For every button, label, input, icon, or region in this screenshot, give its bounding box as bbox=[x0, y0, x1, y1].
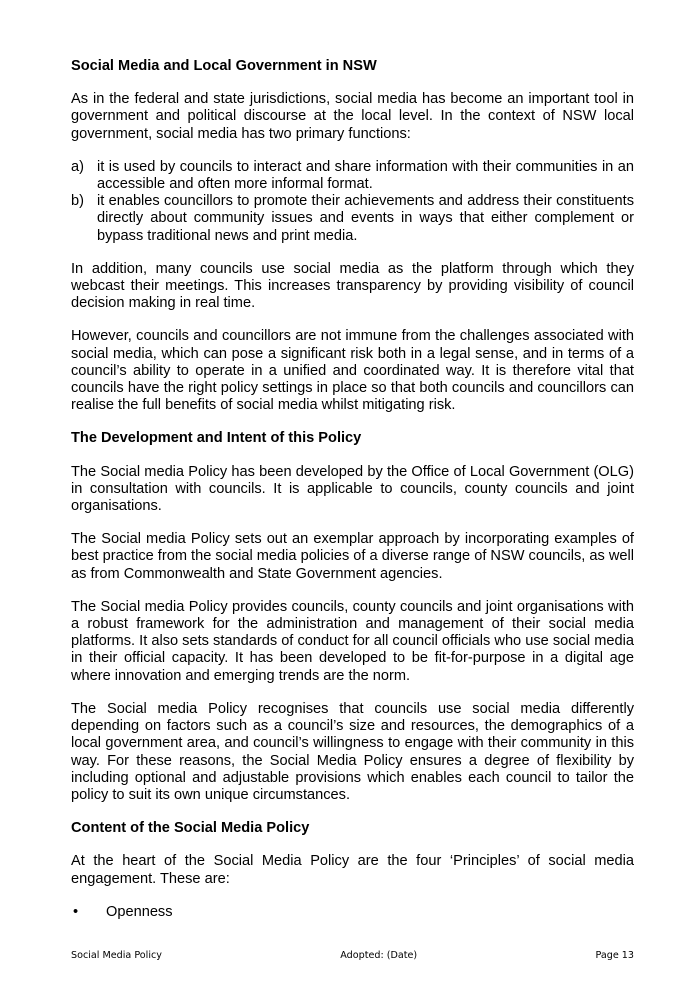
list-item bbox=[71, 904, 634, 921]
paragraph-framework: The Social media Policy provides councils, county councils and joint organisations with a robust framework for the administration and management of their social media platforms. It also sets standards of conduct for all council officials who use social media in their official capacity. It has been developed to be fit-for-purpose in a digital age where innovation and emerging trends are the norm. bbox=[71, 598, 634, 684]
paragraph-intro: As in the federal and state jurisdictions, social media has become an important tool in government and political discourse at the local level. In the context of NSW local government, social media has two primary functions: bbox=[71, 91, 634, 142]
list-item bbox=[71, 159, 634, 193]
list-item bbox=[71, 193, 634, 245]
list-marker: a) bbox=[71, 158, 84, 175]
bullet-icon: • bbox=[73, 903, 79, 920]
document-page bbox=[71, 58, 634, 921]
functions-list bbox=[71, 159, 634, 245]
paragraph-flexibility: The Social media Policy recognises that councils use social media differently depending on factors such as a council’s size and resources, the demographics of a local government area, and council’s willingness to engage with their community in this way. For these reasons, the Social Media Policy ensures a degree of flexibility by including optional and adjustable provisions which enables each council to tailor the policy to suit its own unique circumstances. bbox=[71, 700, 634, 803]
paragraph-exemplar-approach: The Social media Policy sets out an exemplar approach by incorporating examples of best practice from the social media policies of a diverse range of NSW councils, as well as from Commonwealth and State Government agencies. bbox=[71, 531, 634, 582]
paragraph-webcast: In addition, many councils use social media as the platform through which they webcast their meetings. This increases transparency by providing visibility of council decision making in real time. bbox=[71, 260, 634, 312]
paragraph-developed-by-olg: The Social media Policy has been developed by the Office of Local Government (OLG) in consultation with councils. It is applicable to councils, county councils and joint organisations. bbox=[71, 463, 634, 515]
section-heading-social-media-local-government: Social Media and Local Government in NSW bbox=[71, 58, 377, 74]
paragraph-risk: However, councils and councillors are not immune from the challenges associated with social media, which can pose a significant risk both in a legal sense, and in terms of a council’s ability to operate in a unified and coordinated way. It is therefore vital that councils have the right policy settings in place so that both councils and councillors can realise the full benefits of social media whilst mitigating risk. bbox=[71, 328, 634, 414]
section-heading-development-intent: The Development and Intent of this Policy bbox=[71, 430, 362, 447]
footer-page-number: Page 13 bbox=[595, 950, 634, 961]
principles-list bbox=[71, 904, 634, 921]
section-heading-content-of-policy: Content of the Social Media Policy bbox=[71, 820, 310, 837]
footer-document-title: Social Media Policy bbox=[71, 950, 162, 961]
page-footer bbox=[71, 950, 634, 961]
list-marker: b) bbox=[71, 193, 84, 210]
list-item-text: Openness bbox=[106, 903, 173, 920]
list-item-text: it enables councillors to promote their achievements and address their constituents directly about community issues and events in ways that either complement or bypass traditional news and print media. bbox=[97, 193, 634, 244]
footer-adopted-date: Adopted: (Date) bbox=[340, 950, 418, 961]
list-item-text: it is used by councils to interact and share information with their communities in an accessible and often more informal format. bbox=[97, 158, 634, 193]
paragraph-principles-intro: At the heart of the Social Media Policy are the four ‘Principles’ of social media engagement. These are: bbox=[71, 853, 634, 887]
